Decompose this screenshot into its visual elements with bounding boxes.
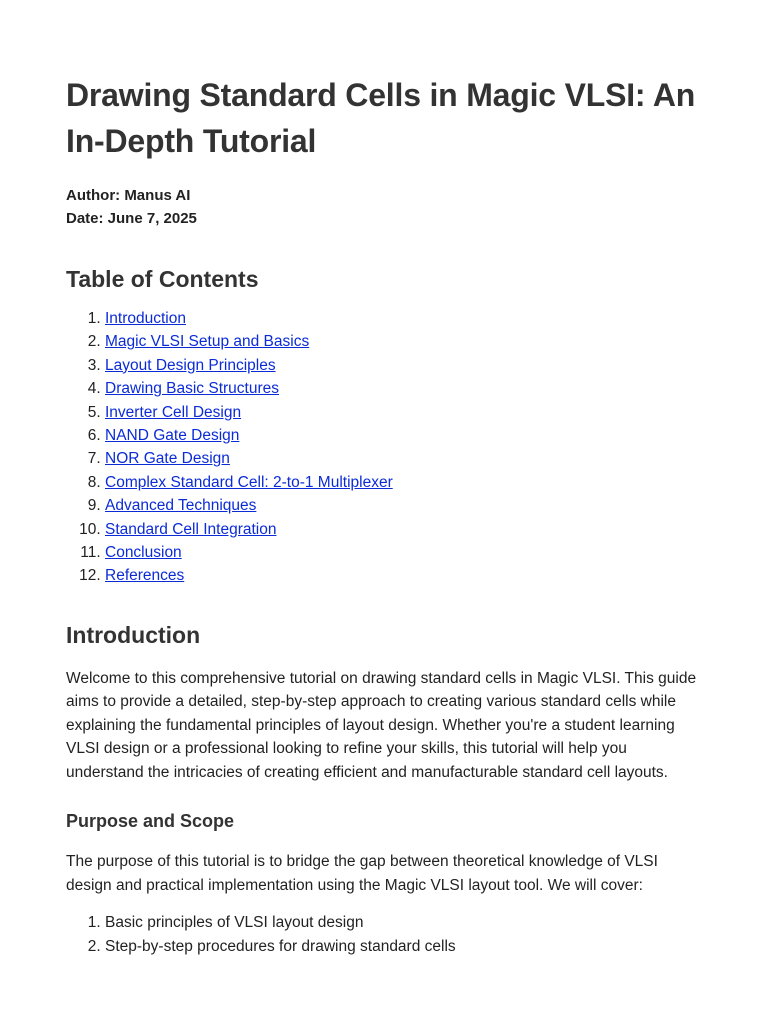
toc-item — [105, 518, 702, 541]
toc-item — [105, 471, 702, 494]
toc-link-nand[interactable]: NAND Gate Design — [105, 427, 240, 445]
toc-link-multiplexer[interactable]: Complex Standard Cell: 2-to-1 Multiplexer — [105, 473, 393, 491]
toc-item — [105, 330, 702, 353]
table-of-contents — [66, 307, 702, 588]
list-item: 2. Step-by-step procedures for drawing standard cells — [105, 935, 702, 959]
document-meta — [66, 184, 702, 230]
purpose-paragraph: The purpose of this tutorial is to bridge the gap between theoretical knowledge of VLSI design and practical implementation using the Magic VLSI layout tool. We will cover: — [66, 853, 658, 894]
author-line: Author: Manus AI — [66, 187, 191, 204]
toc-link-setup-basics[interactable]: Magic VLSI Setup and Basics — [105, 333, 310, 351]
toc-item — [105, 541, 702, 564]
toc-link-advanced[interactable]: Advanced Techniques — [105, 497, 257, 515]
toc-item — [105, 307, 702, 330]
list-item: 1. Basic principles of VLSI layout design — [105, 911, 702, 935]
toc-link-nor[interactable]: NOR Gate Design — [105, 450, 230, 468]
toc-link-references[interactable]: References — [105, 567, 185, 585]
toc-item — [105, 424, 702, 447]
toc-link-layout-principles[interactable]: Layout Design Principles — [105, 356, 276, 374]
purpose-heading: Purpose and Scope — [66, 811, 235, 832]
toc-item — [105, 564, 702, 587]
toc-heading: Table of Contents — [66, 266, 259, 292]
introduction-heading: Introduction — [66, 621, 201, 648]
toc-item — [105, 377, 702, 400]
introduction-paragraph: Welcome to this comprehensive tutorial on drawing standard cells in Magic VLSI. This guide aims to provide a detailed, step-by-step approach to creating various standard cells while explaining the fundamental principles of layout design. Whether you're a student learning VLSI design or a professional looking to refine your skills, this tutorial will help you understand the intricacies of creating efficient and manufacturable standard cell layouts. — [66, 669, 697, 781]
toc-link-integration[interactable]: Standard Cell Integration — [105, 520, 277, 538]
toc-link-basic-structures[interactable]: Drawing Basic Structures — [105, 380, 280, 398]
date-line: Date: June 7, 2025 — [66, 210, 197, 227]
coverage-list — [66, 911, 702, 958]
toc-link-inverter[interactable]: Inverter Cell Design — [105, 403, 242, 421]
toc-item — [105, 401, 702, 424]
document-title: Drawing Standard Cells in Magic VLSI: An In-Depth Tutorial — [66, 77, 696, 159]
toc-link-conclusion[interactable]: Conclusion — [105, 544, 182, 562]
toc-item — [105, 494, 702, 517]
toc-item — [105, 354, 702, 377]
toc-link-introduction[interactable]: Introduction — [105, 310, 186, 327]
toc-item — [105, 447, 702, 470]
